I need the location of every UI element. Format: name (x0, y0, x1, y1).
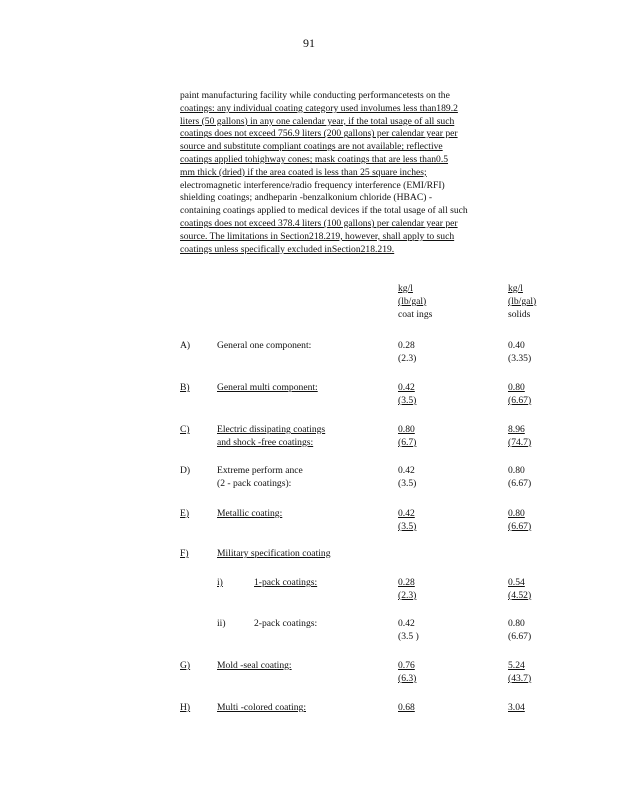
value-line: 0.42 (398, 382, 415, 393)
paragraph-line: containing coatings applied to medical devices if the total usage of all such (180, 205, 468, 217)
value-solids (508, 424, 531, 450)
row-description (217, 548, 387, 561)
row-description-line: Military specification coating (217, 548, 331, 559)
row-label: ii) (217, 618, 226, 629)
paragraph-line: coatings unless specifically excluded inSection218.219. (180, 243, 395, 255)
paragraph-line: coatings applied tohighway cones; mask coatings that are less than0.5 (180, 153, 449, 165)
value-line: 0.68 (398, 702, 415, 713)
value-coatings (398, 340, 416, 366)
value-solids (508, 660, 531, 686)
row-label: C) (180, 424, 190, 435)
paragraph-line: source. The limitations in Section218.219, however, shall apply to such (180, 230, 455, 242)
value-coatings (398, 618, 419, 644)
value-coatings (398, 465, 416, 491)
value-line: (2.3) (398, 352, 417, 364)
value-line: (6.7) (398, 436, 417, 448)
paragraph-line: mm thick (dried) if the area coated is less than 25 square inches; (180, 166, 427, 178)
row-description (254, 577, 317, 590)
row-description-line: Metallic coating: (217, 508, 283, 519)
value-line: (74.7) (508, 436, 532, 448)
row-description (217, 702, 387, 715)
value-line: 0.42 (398, 465, 415, 476)
value-solids (508, 508, 531, 534)
row-description-line: General multi component: (217, 382, 318, 393)
row-description (217, 660, 387, 673)
column-header-solids (508, 283, 536, 321)
page-number: 91 (303, 36, 315, 50)
value-line: (3.5) (398, 520, 417, 532)
value-line: (6.67) (508, 630, 532, 642)
paragraph-line: paint manufacturing facility while conducting performancetests on the (180, 90, 450, 101)
column-header-line: (lb/gal) (398, 295, 427, 307)
value-line: (3.5) (398, 394, 417, 406)
value-line: 0.80 (398, 424, 415, 435)
value-line: (43.7) (508, 672, 532, 684)
row-description-line: and shock -free coatings: (217, 436, 314, 448)
value-line: 5.24 (508, 660, 525, 671)
value-line: 0.80 (508, 382, 525, 393)
row-label: G) (180, 660, 191, 671)
value-line: (3.5) (398, 477, 417, 489)
value-coatings (398, 382, 416, 408)
row-label: D) (180, 465, 191, 476)
row-description-line: Extreme perform ance (217, 465, 303, 476)
paragraph-line: coatings does not exceed 756.9 liters (200 gallons) per calendar year per (180, 128, 458, 140)
value-solids (508, 577, 531, 603)
row-description (254, 618, 317, 631)
value-line: 0.76 (398, 660, 415, 671)
value-line: (6.67) (508, 520, 532, 532)
value-line: 0.40 (508, 340, 525, 351)
value-line: 0.80 (508, 618, 525, 629)
value-solids (508, 382, 531, 408)
value-coatings (398, 424, 416, 450)
value-line: (4.52) (508, 589, 532, 601)
value-line: 0.80 (508, 465, 525, 476)
column-header-line: coat ings (398, 308, 433, 320)
row-description (217, 340, 387, 353)
column-header-line: solids (508, 308, 531, 320)
paragraph-line: liters (50 gallons) in any one calendar year, if the total usage of all such (180, 115, 455, 127)
row-description-line: Mold -seal coating: (217, 660, 292, 671)
value-line: 3.04 (508, 702, 525, 713)
column-header-line: kg/l (508, 283, 523, 294)
value-line: (3.35) (508, 352, 532, 364)
row-description (217, 465, 387, 491)
value-solids (508, 340, 531, 366)
row-label: B) (180, 382, 190, 393)
value-line: 0.42 (398, 618, 415, 629)
row-label: E) (180, 508, 190, 519)
row-label: H) (180, 702, 191, 713)
paragraph-line: coatings does not exceed 378.4 liters (100 gallons) per calendar year per (180, 217, 458, 229)
row-label: i) (217, 577, 223, 588)
column-header-coatings (398, 283, 432, 321)
row-description-line: 2-pack coatings: (254, 618, 318, 629)
value-line: 0.42 (398, 508, 415, 519)
row-description-line: Electric dissipating coatings (217, 424, 326, 435)
row-label: F) (180, 548, 189, 559)
value-coatings (398, 508, 416, 534)
column-header-line: kg/l (398, 283, 413, 294)
column-header-line: (lb/gal) (508, 295, 537, 307)
value-line: 8.96 (508, 424, 525, 435)
value-line: 0.54 (508, 577, 525, 588)
value-line: (6.67) (508, 394, 532, 406)
paragraph-line: electromagnetic interference/radio frequency interference (EMI/RFI) (180, 179, 445, 191)
value-line: (3.5 ) (398, 630, 419, 642)
row-description-line: General one component: (217, 340, 312, 351)
value-line: (2.3) (398, 589, 417, 601)
value-line: 0.28 (398, 340, 415, 351)
value-line: 0.80 (508, 508, 525, 519)
paragraph (180, 90, 540, 256)
value-line: (6.3) (398, 672, 417, 684)
row-description-line: 1-pack coatings: (254, 577, 318, 588)
value-line: (6.67) (508, 477, 532, 489)
paragraph-line: coatings: any individual coating category used involumes less than189.2 (180, 102, 458, 114)
value-coatings (398, 702, 415, 715)
paragraph-line: source and substitute compliant coatings are not available; reflective (180, 141, 443, 153)
row-description (217, 424, 387, 450)
paragraph-line: shielding coatings; andheparin -benzalkonium chloride (HBAC) - (180, 192, 433, 204)
row-description (217, 382, 387, 395)
value-coatings (398, 577, 416, 603)
value-solids (508, 618, 531, 644)
row-description (217, 508, 387, 521)
value-solids (508, 465, 531, 491)
value-coatings (398, 660, 416, 686)
value-solids (508, 702, 525, 715)
row-description-line: (2 - pack coatings): (217, 477, 292, 489)
value-line: 0.28 (398, 577, 415, 588)
row-label: A) (180, 340, 191, 351)
row-description-line: Multi -colored coating: (217, 702, 306, 713)
